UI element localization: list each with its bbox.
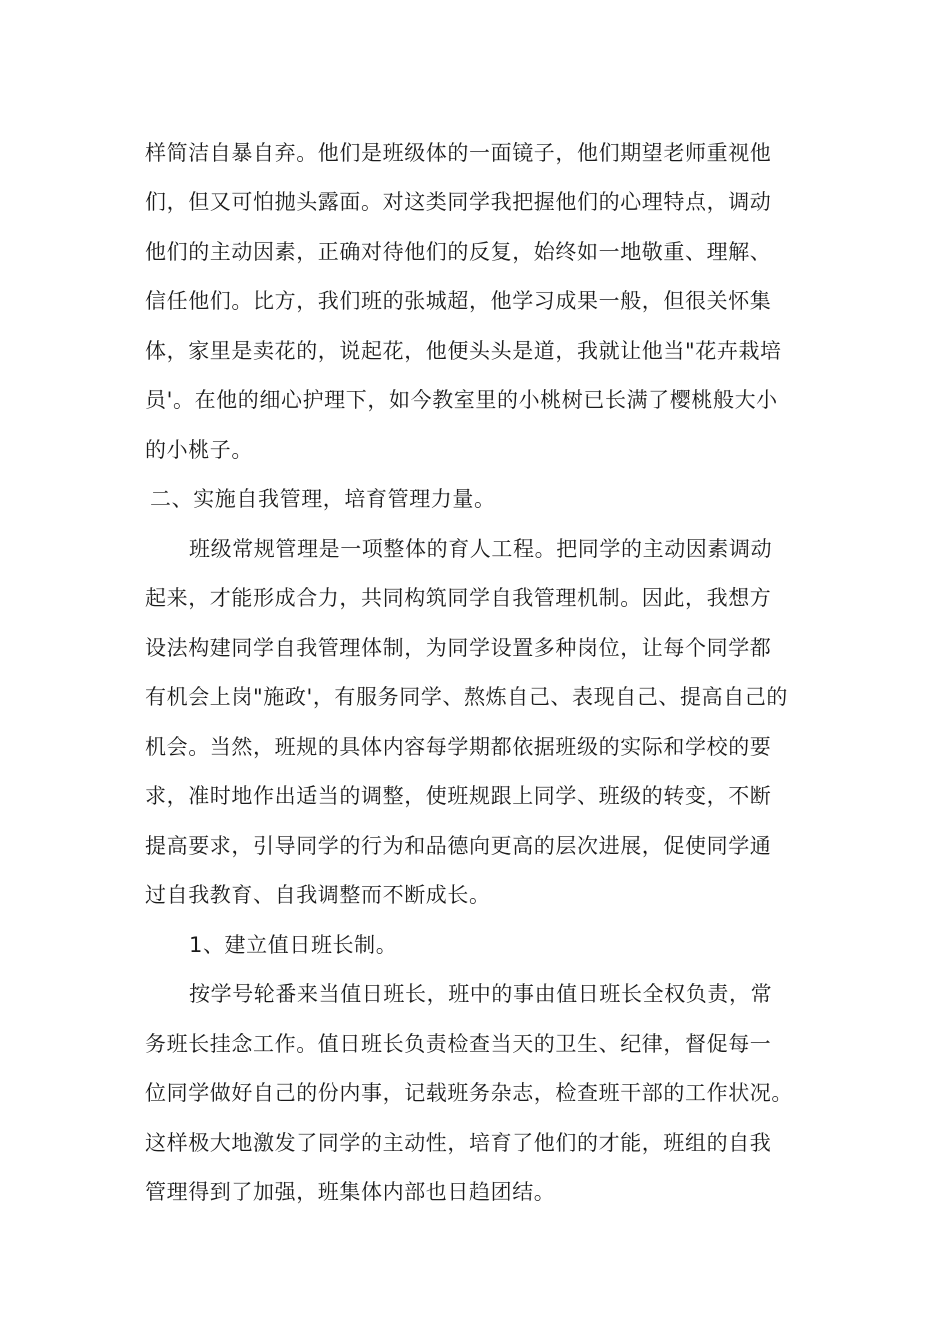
body-text-line: 这样极大地激发了同学的主动性，培育了他们的才能，班组的自我 <box>145 1131 772 1155</box>
body-text-line: 设法构建同学自我管理体制，为同学设置多种岗位，让每个同学都 <box>145 636 772 660</box>
body-text-line: 务班长挂念工作。值日班长负责检查当天的卫生、纪律，督促每一 <box>145 1032 772 1056</box>
body-text-line: 样简洁自暴自弃。他们是班级体的一面镜子，他们期望老师重视他 <box>145 141 772 165</box>
body-text-line: 过自我教育、自我调整而不断成长。 <box>145 883 491 907</box>
paragraph-first-line: 按学号轮番来当值日班长，班中的事由值日班长全权负责，常 <box>189 982 773 1006</box>
section-heading: 二、实施自我管理，培育管理力量。 <box>150 487 496 511</box>
body-text-line: 员'。在他的细心护理下，如今教室里的小桃树已长满了樱桃般大小 <box>145 388 778 412</box>
body-text-line: 的小桃子。 <box>145 438 253 462</box>
body-text-line: 起来，才能形成合力，共同构筑同学自我管理机制。因此，我想方 <box>145 586 772 610</box>
body-text-line: 们，但又可怕抛头露面。对这类同学我把握他们的心理特点，调动 <box>145 190 772 214</box>
body-text-line: 求，准时地作出适当的调整，使班规跟上同学、班级的转变，不断 <box>145 784 772 808</box>
body-text-line: 他们的主动因素，正确对待他们的反复，始终如一地敬重、理解、 <box>145 240 772 264</box>
subsection-heading: 1、建立值日班长制。 <box>189 933 398 957</box>
paragraph-first-line: 班级常规管理是一项整体的育人工程。把同学的主动因素调动 <box>189 537 773 561</box>
body-text-line: 机会。当然，班规的具体内容每学期都依据班级的实际和学校的要 <box>145 735 772 759</box>
body-text-line: 管理得到了加强，班集体内部也日趋团结。 <box>145 1180 556 1204</box>
body-text-line: 信任他们。比方，我们班的张城超，他学习成果一般，但很关怀集 <box>145 289 772 313</box>
body-text-line: 位同学做好自己的份内事，记载班务杂志，检查班干部的工作状况。 <box>145 1081 793 1105</box>
body-text-line: 提高要求，引导同学的行为和品德向更高的层次进展，促使同学通 <box>145 834 772 858</box>
body-text-line: 体，家里是卖花的，说起花，他便头头是道，我就让他当"花卉栽培 <box>145 339 782 363</box>
body-text-line: 有机会上岗"施政'，有服务同学、熬炼自己、表现自己、提高自己的 <box>145 685 789 709</box>
